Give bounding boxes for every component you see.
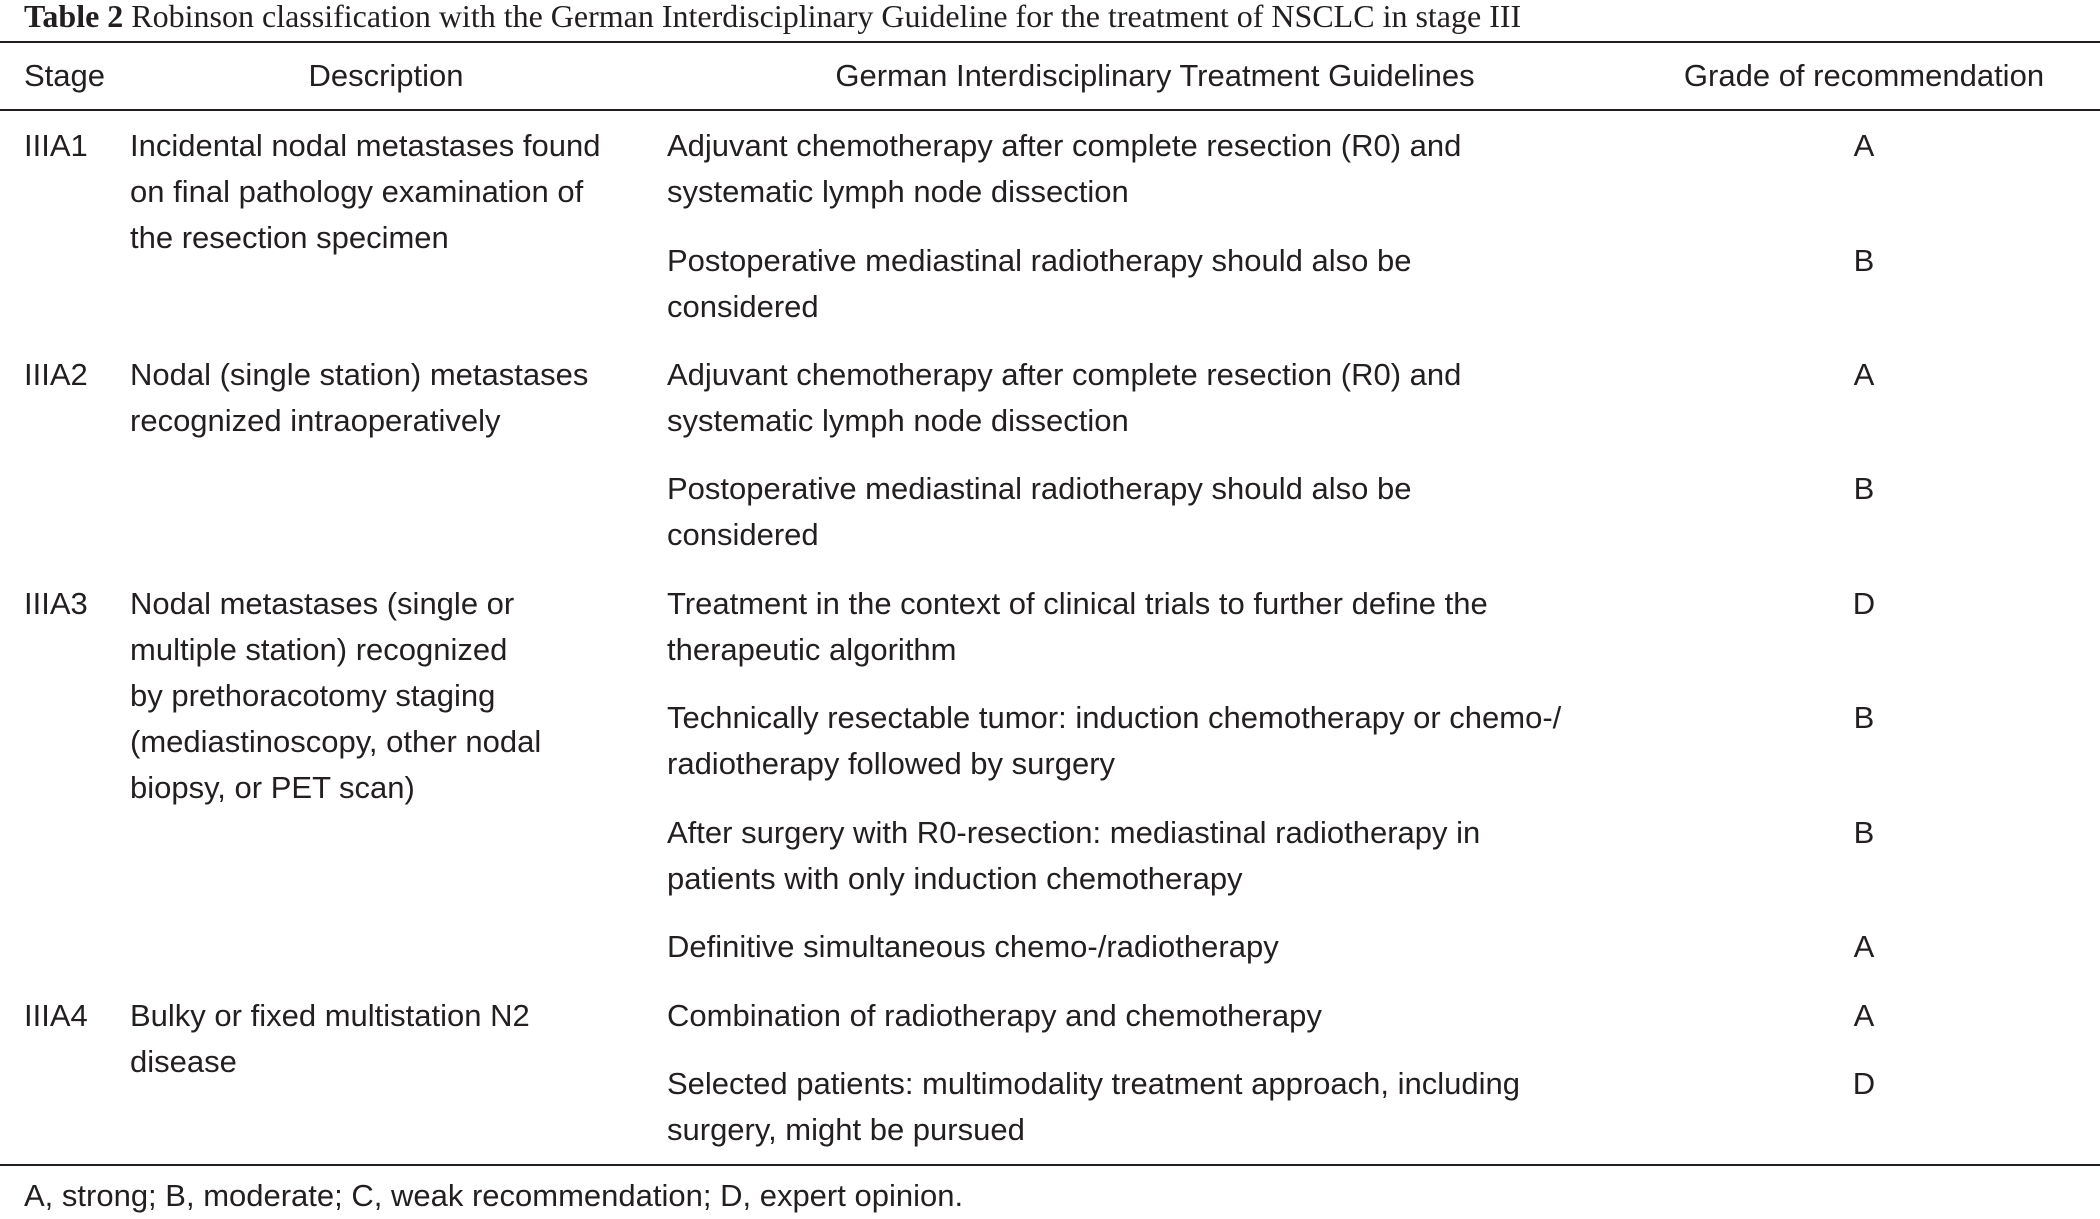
description-line: recognized intraoperatively	[130, 403, 501, 438]
description-line: disease	[130, 1044, 237, 1079]
guideline-line: considered	[667, 517, 819, 552]
guideline-line: systematic lymph node dissection	[667, 174, 1129, 209]
grade-cell: B	[1853, 700, 1875, 735]
stage-cell: IIIA1	[24, 128, 88, 163]
guideline-line: Postoperative mediastinal radiotherapy should also be	[667, 243, 1412, 278]
description-line: (mediastinoscopy, other nodal	[130, 724, 542, 759]
table-caption	[24, 0, 1521, 32]
grade-cell: A	[1853, 998, 1875, 1033]
grade-cell: B	[1853, 471, 1875, 506]
grade-cell: D	[1852, 1066, 1876, 1101]
guideline-line: patients with only induction chemotherapy	[667, 861, 1243, 896]
description-line: on final pathology examination of	[130, 174, 584, 209]
grade-cell: D	[1852, 586, 1876, 621]
guideline-line: considered	[667, 289, 819, 324]
header-guidelines: German Interdisciplinary Treatment Guidelines	[835, 58, 1475, 93]
guideline-line: Adjuvant chemotherapy after complete resection (R0) and	[667, 128, 1462, 163]
table-caption-text: Robinson classification with the German Interdisciplinary Guideline for the treatment of NSCLC in stage III	[131, 0, 1522, 34]
guideline-line: therapeutic algorithm	[667, 632, 957, 667]
guideline-line: Definitive simultaneous chemo-/radiotherapy	[667, 929, 1279, 964]
table-header-rule	[0, 109, 2100, 111]
table-bottom-rule	[0, 1164, 2100, 1166]
table-footnote: A, strong; B, moderate; C, weak recommendation; D, expert opinion.	[24, 1178, 964, 1213]
guideline-line: Postoperative mediastinal radiotherapy should also be	[667, 471, 1412, 506]
description-line: Incidental nodal metastases found	[130, 128, 601, 163]
description-line: by prethoracotomy staging	[130, 678, 496, 713]
guideline-line: Combination of radiotherapy and chemotherapy	[667, 998, 1322, 1033]
grade-cell: A	[1853, 929, 1875, 964]
stage-cell: IIIA4	[24, 998, 88, 1033]
description-line: biopsy, or PET scan)	[130, 770, 415, 805]
guideline-line: Technically resectable tumor: induction chemotherapy or chemo-/	[667, 700, 1562, 735]
guideline-line: After surgery with R0-resection: mediastinal radiotherapy in	[667, 815, 1481, 850]
stage-cell: IIIA2	[24, 357, 88, 392]
header-grade: Grade of recommendation	[1683, 58, 2045, 93]
grade-cell: B	[1853, 243, 1875, 278]
header-description: Description	[308, 58, 464, 93]
description-line: Bulky or fixed multistation N2	[130, 998, 530, 1033]
description-line: Nodal (single station) metastases	[130, 357, 589, 392]
guideline-line: systematic lymph node dissection	[667, 403, 1129, 438]
description-line: multiple station) recognized	[130, 632, 508, 667]
grade-cell: A	[1853, 357, 1875, 392]
description-line: Nodal metastases (single or	[130, 586, 515, 621]
guideline-line: radiotherapy followed by surgery	[667, 746, 1116, 781]
guideline-line: Treatment in the context of clinical trials to further define the	[667, 586, 1488, 621]
table-top-rule	[0, 41, 2100, 43]
stage-cell: IIIA3	[24, 586, 88, 621]
guideline-line: surgery, might be pursued	[667, 1112, 1025, 1147]
header-stage: Stage	[24, 58, 106, 93]
description-line: the resection specimen	[130, 220, 449, 255]
guideline-line: Selected patients: multimodality treatment approach, including	[667, 1066, 1520, 1101]
grade-cell: B	[1853, 815, 1875, 850]
guideline-line: Adjuvant chemotherapy after complete resection (R0) and	[667, 357, 1462, 392]
table-caption-label: Table 2	[24, 0, 124, 34]
grade-cell: A	[1853, 128, 1875, 163]
